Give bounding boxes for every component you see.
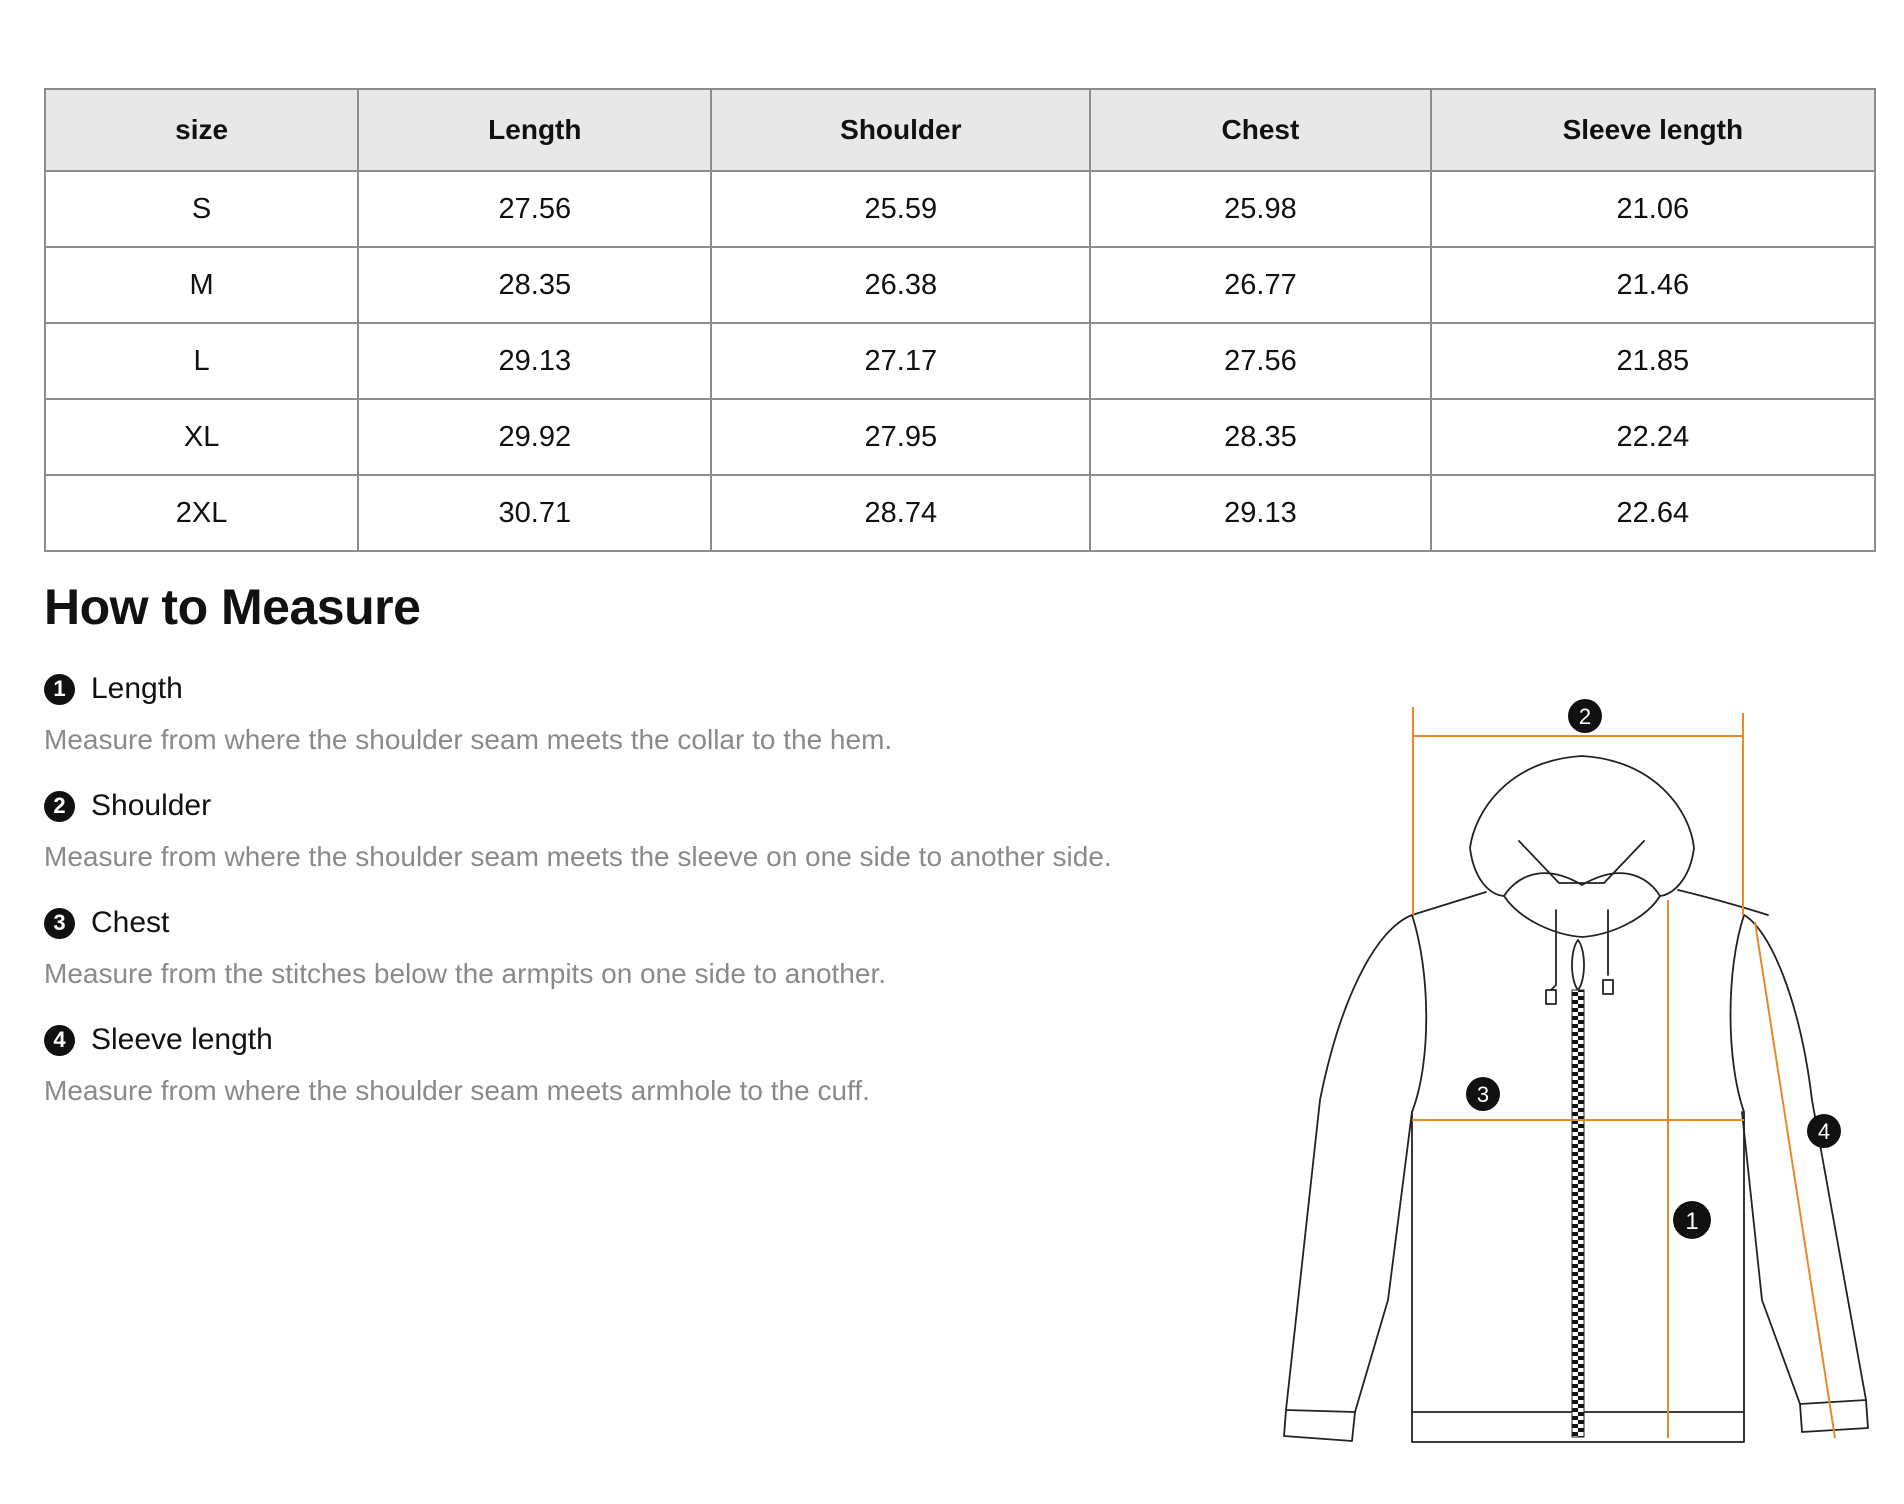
column-header: Shoulder [711, 89, 1090, 171]
step-sleeve-length [44, 1019, 1224, 1136]
step-title: Chest [91, 906, 170, 939]
shoulder-cell: 26.38 [711, 247, 1090, 323]
table-row [45, 247, 1875, 323]
step-header [44, 668, 1224, 710]
zipper [1572, 990, 1584, 1437]
column-header: Chest [1090, 89, 1431, 171]
column-header: Length [358, 89, 711, 171]
column-header: Sleeve length [1431, 89, 1875, 171]
step-number-badge: 4 [44, 1025, 75, 1056]
length-cell: 27.56 [358, 171, 711, 247]
sleeve-length-cell: 21.46 [1431, 247, 1875, 323]
size-cell: S [45, 171, 358, 247]
step-title: Length [91, 672, 183, 705]
sleeve-length-cell: 21.85 [1431, 323, 1875, 399]
length-cell: 30.71 [358, 475, 711, 551]
table-row [45, 475, 1875, 551]
sleeve-length-cell: 22.64 [1431, 475, 1875, 551]
step-title: Sleeve length [91, 1023, 273, 1056]
chest-cell: 26.77 [1090, 247, 1431, 323]
step-header [44, 1019, 1224, 1061]
step-description: Measure from the stitches below the armpits on one side to another. [44, 958, 887, 989]
size-cell: L [45, 323, 358, 399]
marker-label: 1 [1685, 1208, 1699, 1235]
length-cell: 29.13 [358, 323, 711, 399]
table-row [45, 171, 1875, 247]
step-length [44, 668, 1224, 785]
table-row [45, 399, 1875, 475]
sleeve-length-cell: 21.06 [1431, 171, 1875, 247]
size-cell: M [45, 247, 358, 323]
shoulder-cell: 25.59 [711, 171, 1090, 247]
length-cell: 29.92 [358, 399, 711, 475]
step-number-badge: 2 [44, 791, 75, 822]
size-cell: XL [45, 399, 358, 475]
chest-cell: 29.13 [1090, 475, 1431, 551]
size-chart-table [44, 88, 1876, 552]
hoodie-outline-icon [1270, 690, 1880, 1460]
step-number-badge: 1 [44, 674, 75, 705]
step-description: Measure from where the shoulder seam meets the collar to the hem. [44, 724, 893, 755]
chest-cell: 25.98 [1090, 171, 1431, 247]
column-header: size [45, 89, 358, 171]
step-description: Measure from where the shoulder seam meets the sleeve on one side to another side. [44, 841, 1112, 872]
marker-label: 4 [1817, 1119, 1831, 1144]
marker-label: 2 [1578, 704, 1592, 729]
step-header [44, 785, 1224, 827]
shoulder-cell: 28.74 [711, 475, 1090, 551]
step-shoulder [44, 785, 1224, 902]
step-title: Shoulder [91, 789, 212, 822]
shoulder-cell: 27.17 [711, 323, 1090, 399]
table-header-row [45, 89, 1875, 171]
step-number-badge: 3 [44, 908, 75, 939]
step-header [44, 902, 1224, 944]
size-cell: 2XL [45, 475, 358, 551]
marker-label: 3 [1476, 1082, 1490, 1107]
step-chest [44, 902, 1224, 1019]
chest-cell: 28.35 [1090, 399, 1431, 475]
step-description: Measure from where the shoulder seam meets armhole to the cuff. [44, 1075, 870, 1106]
sleeve-length-cell: 22.24 [1431, 399, 1875, 475]
chest-cell: 27.56 [1090, 323, 1431, 399]
shoulder-cell: 27.95 [711, 399, 1090, 475]
measure-steps [44, 668, 1224, 1136]
table-row [45, 323, 1875, 399]
length-cell: 28.35 [358, 247, 711, 323]
page-title: How to Measure [44, 579, 421, 635]
